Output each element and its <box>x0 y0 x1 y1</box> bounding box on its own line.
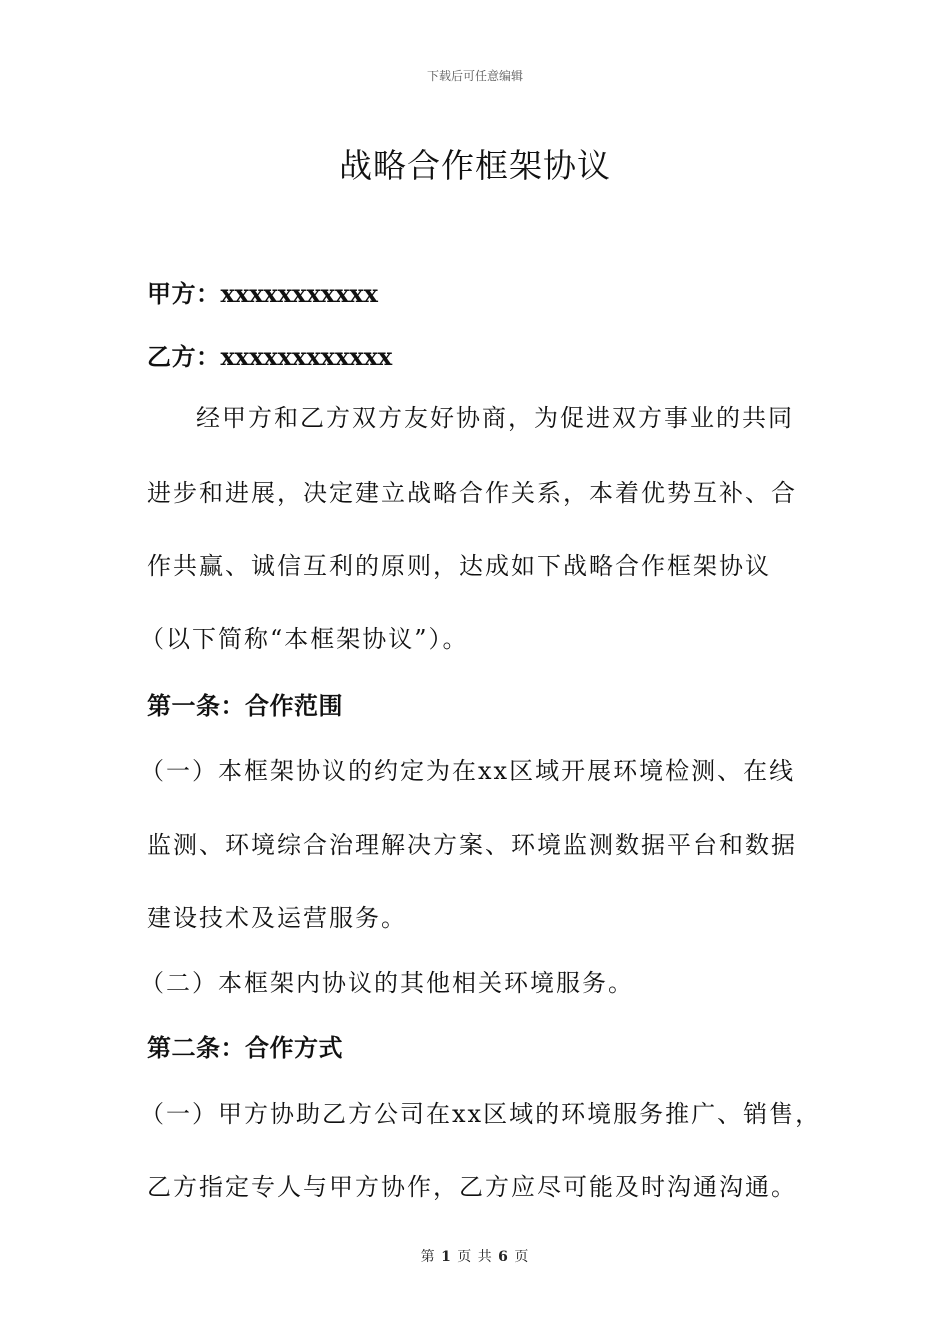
party-a-label: 甲方： <box>147 280 221 308</box>
page-header: 下载后可任意编辑 <box>426 69 523 83</box>
document-title: 战略合作框架协议 <box>339 146 611 185</box>
party-a-line <box>147 274 378 309</box>
article-2-line-2: 乙方指定专人与甲方协作，乙方应尽可能及时沟通沟通。 <box>147 1173 797 1201</box>
page-footer <box>0 1246 950 1266</box>
intro-line-2: 进步和进展，决定建立战略合作关系，本着优势互补、合 <box>147 479 797 507</box>
footer-current-page: 1 <box>441 1249 452 1265</box>
intro-line-1: 经甲方和乙方双方友好协商，为促进双方事业的共同 <box>196 404 794 432</box>
intro-line-3: 作共赢、诚信互利的原则，达成如下战略合作框架协议 <box>147 552 771 580</box>
party-b-value: xxxxxxxxxxxx <box>220 342 393 371</box>
footer-prefix: 第 <box>420 1249 436 1265</box>
article-2-line-1: （一）甲方协助乙方公司在xx区域的环境服务推广、销售， <box>140 1100 822 1128</box>
article-1-line-2: 监测、环境综合治理解决方案、环境监测数据平台和数据 <box>147 831 797 859</box>
party-a-value: xxxxxxxxxxx <box>220 279 378 308</box>
footer-middle: 页 共 <box>457 1249 493 1265</box>
article-2-heading: 第二条：合作方式 <box>147 1034 343 1062</box>
party-b-label: 乙方： <box>147 343 221 371</box>
article-1-line-1: （一）本框架协议的约定为在xx区域开展环境检测、在线 <box>140 757 796 785</box>
intro-line-4: （以下简称“本框架协议”）。 <box>140 625 469 653</box>
article-1-line-3: 建设技术及运营服务。 <box>147 904 407 932</box>
footer-total-pages: 6 <box>498 1249 509 1265</box>
article-1-line-4: （二）本框架内协议的其他相关环境服务。 <box>140 969 634 997</box>
footer-suffix: 页 <box>514 1249 530 1265</box>
article-1-heading: 第一条：合作范围 <box>147 692 343 720</box>
party-b-line <box>147 337 392 372</box>
